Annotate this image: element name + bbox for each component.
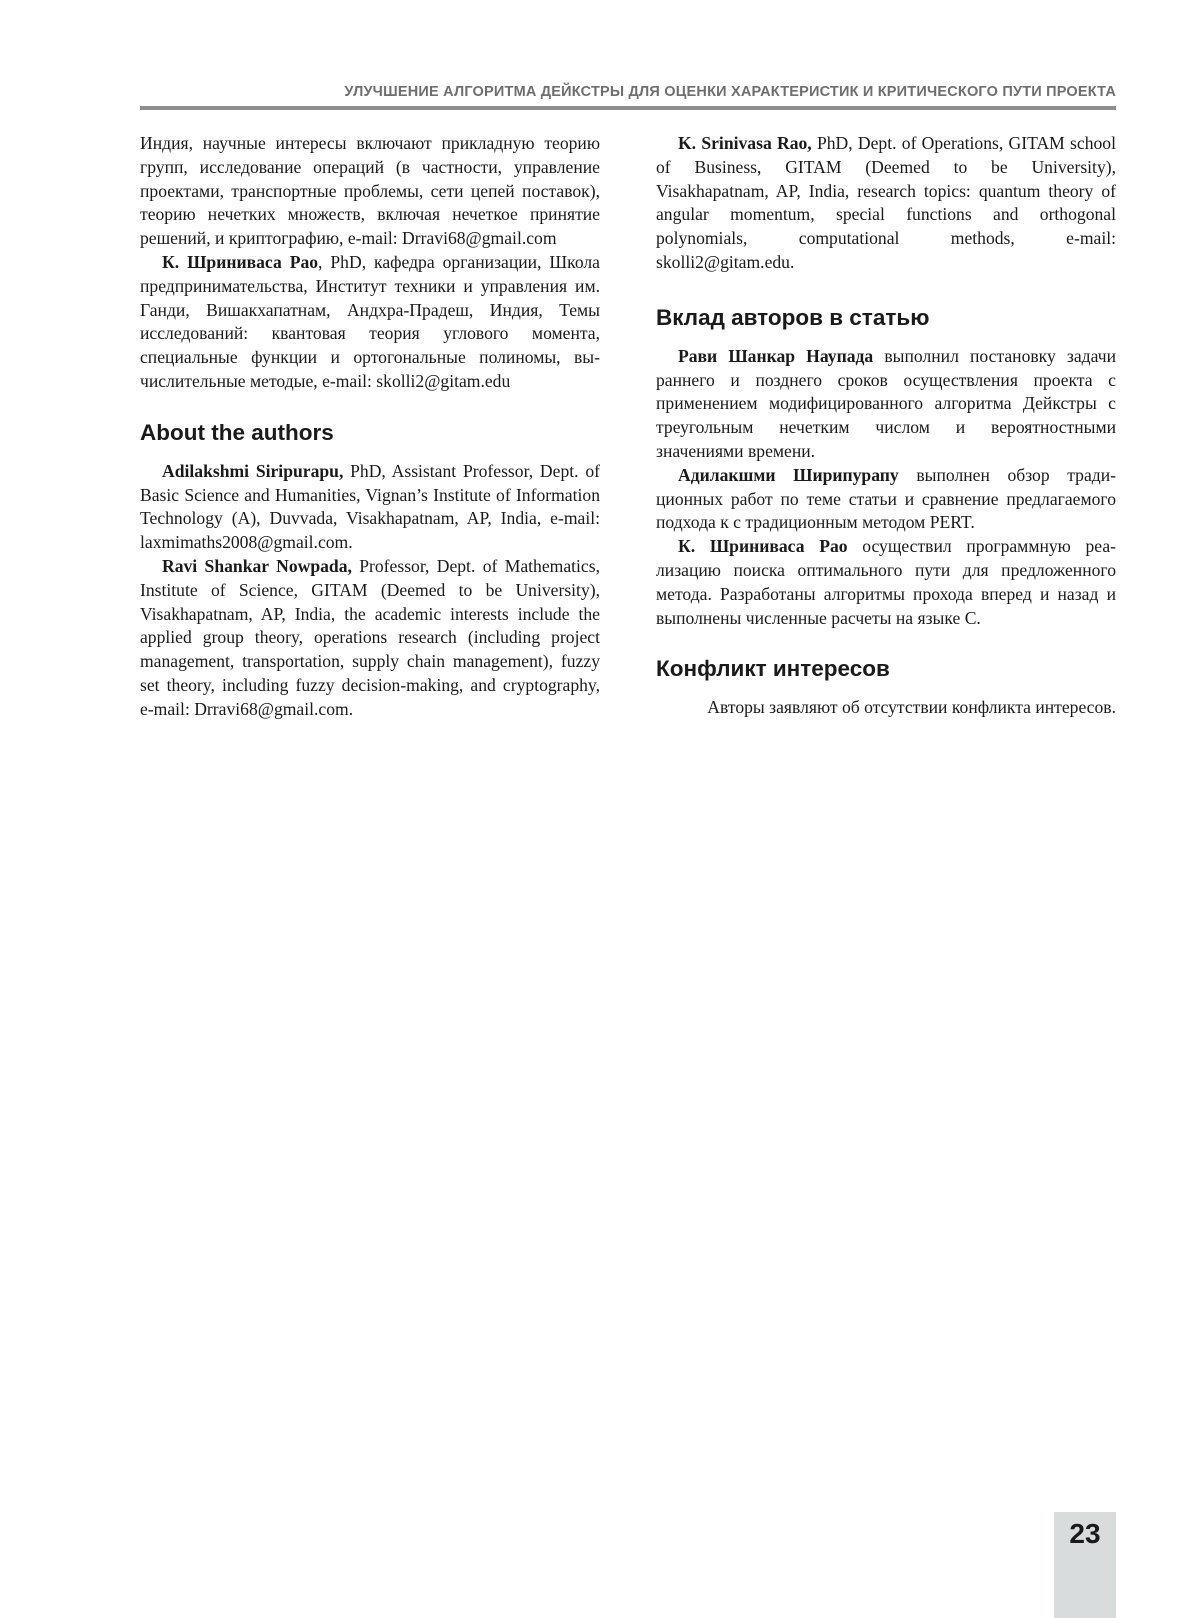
contribution-naupada bbox=[656, 345, 1116, 464]
conflict-heading: Конфликт интересов bbox=[656, 656, 890, 682]
page-number-box bbox=[1054, 1512, 1116, 1618]
bio-rao-ru bbox=[140, 251, 600, 394]
contribution-text: осуществил программную реализацию поиска оптимального пути для предложенного метода. Разработаны алгоритмы прохода вперед и назад и выполнены численные расчеты на языке C. bbox=[656, 536, 1116, 628]
running-title: УЛУЧШЕНИЕ АЛГОРИТМА ДЕЙКСТРЫ ДЛЯ ОЦЕНКИ ХАРАКТЕРИСТИК И КРИТИЧЕСКОГО ПУТИ ПРОЕКТА bbox=[344, 84, 1116, 100]
author-name: Ravi Shankar Nowpada, bbox=[162, 555, 352, 576]
bio-text: Professor, Dept. of Mathematics, Institute of Science, GITAM (Deemed to be University), Visakhapatnam, AP, India, the academic interests include the applied group theory, operations research (including project management, transportation, supply chain management), fuzzy set theory, including fuzzy decision-making, and cryptography, e-mail: Drravi68@gmail.com. bbox=[140, 555, 600, 719]
page-number: 23 bbox=[1069, 1518, 1101, 1549]
header-rule bbox=[140, 106, 1116, 110]
author-name: Рави Шанкар Наупада bbox=[678, 345, 874, 366]
continued-bio-text: Индия, научные интересы включают прикладную теорию групп, исследование операций (в частности, управление проектами, транспортные проблемы, сети цепей поставок), теорию нечетких множеств, включая нечеткое принятие решений, и криптографию, e-mail: Drravi68@gmail.com bbox=[140, 133, 600, 249]
right-column bbox=[656, 132, 1116, 720]
contribution-rao bbox=[656, 535, 1116, 630]
author-name: Adilakshmi Siripurapu, bbox=[162, 460, 344, 481]
author-name: K. Srinivasa Rao, bbox=[678, 133, 812, 153]
bio-siripurapu bbox=[140, 460, 600, 555]
contribution-text: выполнил постановку задачи раннего и позднего сроков осуществления проекта с применением модифицированного алгоритма Дейкстры с треугольным нечетким числом и вероятностными значениями времени. bbox=[656, 345, 1117, 461]
left-column bbox=[140, 132, 600, 722]
bio-nowpada bbox=[140, 555, 600, 722]
bio-text: , PhD, кафедра организации, Школа предпринимательства, Институт техники и управления им. Ганди, Вишакхапатнам, Андхра-Прадеш, Индия, Темы исследований: квантовая теория углового момента, специальные функции и ортогональные полиномы, вычислительные методые, e-mail: skolli2@gitam.edu bbox=[140, 251, 600, 391]
contribution-heading: Вклад авторов в статью bbox=[656, 304, 930, 330]
about-authors-heading: About the authors bbox=[140, 419, 334, 445]
bio-rao-en bbox=[656, 132, 1116, 275]
contribution-text: выполнен обзор традиционных работ по теме статьи и сравнение предлагаемого подхода к с традиционным методом PERT. bbox=[656, 464, 1116, 533]
author-name: К. Шриниваса Рао bbox=[162, 251, 319, 272]
author-name: Адилакшми Ширипурапу bbox=[678, 464, 899, 485]
bio-text: PhD, Dept. of Operations, GITAM school of Business, GITAM (Deemed to be University), Visakhapatnam, AP, India, research topics: quantum theory of angular momentum, special functions and orthogonal polynomials, computational methods, e-mail: skolli2@gitam.edu. bbox=[656, 133, 1116, 272]
conflict-text: Авторы заявляют об отсутствии конфликта интересов. bbox=[707, 697, 1116, 718]
bio-text: PhD, Assistant Professor, Dept. of Basic Science and Humanities, Vignan’s Institute of Information Technology (A), Duvvada, Visakhapatnam, AP, India, e-mail: laxmimaths2008@gmail.com. bbox=[140, 460, 600, 553]
contribution-siripurapu bbox=[656, 464, 1116, 535]
author-name: К. Шриниваса Рао bbox=[678, 536, 848, 557]
